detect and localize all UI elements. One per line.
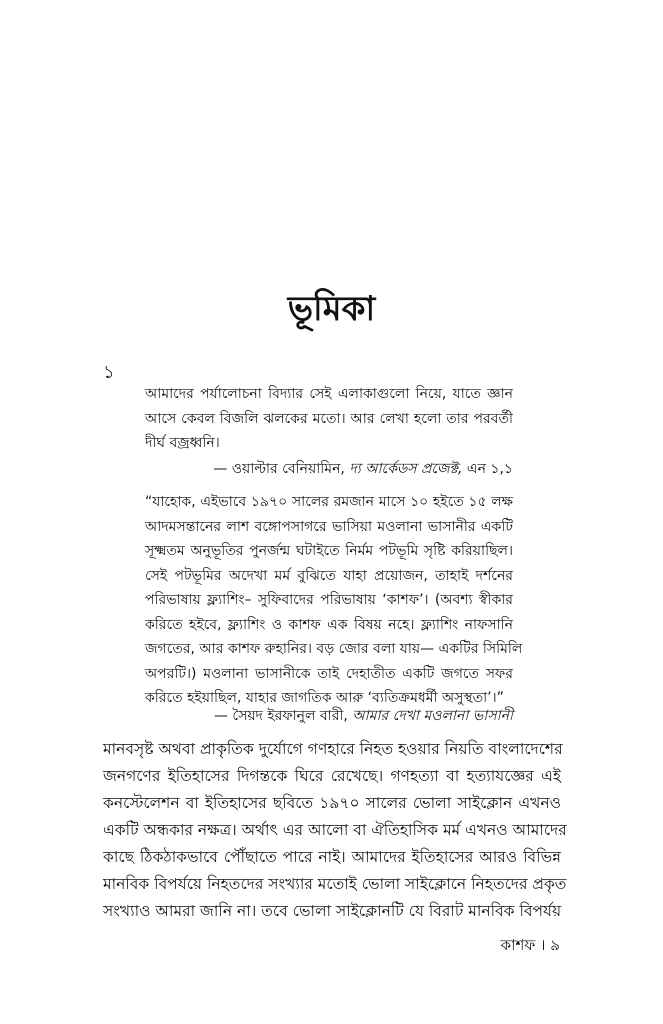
- body-line: জনগণের ইতিহাসের দিগন্তকে ঘিরে রেখেছে। গণহত্যা বা হত্যাযজ্ঞের এই: [103, 767, 561, 785]
- body-line: কাছে ঠিকঠাকভাবে পৌঁছাতে পারে নাই। আমাদের ইতিহাসের আরও বিভিন্ন: [103, 848, 561, 866]
- epigraph-line: সেই পটভূমির অদেখা মর্ম বুঝিতে যাহা প্রয়োজন, তাহাই দর্শনের: [145, 567, 513, 584]
- page-footer-folio: কাশফ । ৯: [500, 936, 560, 954]
- attribution-author: — ওয়াল্টার বেনিয়ামিন,: [213, 461, 345, 477]
- epigraph-line: জগতের, আর কাশফ রুহানির। বড় জোর বলা যায়— একটির সিমিলি: [145, 641, 523, 657]
- epigraph-line: আদমসন্তানের লাশ বঙ্গোপসাগরে ভাসিয়া মওলানা ভাসানীর একটি: [145, 518, 513, 535]
- epigraph-line: করিতে হইবে, ফ্ল্যাশিং ও কাশফ এক বিষয় নহে। ফ্ল্যাশিং নাফসানি: [145, 616, 513, 633]
- epigraph-attribution: [214, 704, 513, 728]
- epigraph-walter-benjamin: [145, 382, 513, 456]
- body-line: মানবিক বিপর্যয়ে নিহতদের সংখ্যার মতোই ভোলা সাইক্লোনে নিহতদের প্রকৃত: [103, 875, 567, 893]
- epigraph-line: অপরটি।) মওলানা ভাসানীকে তাই দেহাতীত একটি জগতে সফর: [145, 665, 513, 682]
- epigraph-line: সূক্ষ্মতম অনুভূতির পুনর্জন্ম ঘটাইতে নির্মম পটভূমি সৃষ্টি করিয়াছিল।: [145, 543, 513, 559]
- attribution-work: আমার দেখা মওলানা ভাসানী: [352, 708, 513, 724]
- epigraph-line: পরিভাষায় ফ্ল্যাশিং– সুফিবাদের পরিভাষায় ‘কাশফ’। (অবশ্য স্বীকার: [145, 592, 513, 608]
- body-paragraph: [103, 736, 567, 925]
- epigraph-line: “যাহোক, এইভাবে ১৯৭০ সালের রমজান মাসে ১০ হইতে ১৫ লক্ষ: [145, 494, 513, 510]
- attribution-author: — সৈয়দ ইরফানুল বারী,: [213, 708, 348, 724]
- body-line: কনস্টেলেশন বা ইতিহাসের ছবিতে ১৯৭০ সালের ভোলা সাইক্লোন এখনও: [103, 794, 561, 812]
- epigraph-irfanul-bari: [145, 490, 523, 711]
- body-line: মানবসৃষ্ট অথবা প্রাকৃতিক দুর্যোগে গণহারে নিহত হওয়ার নিয়তি বাংলাদেশের: [103, 740, 563, 758]
- epigraph-attribution: [213, 457, 513, 481]
- body-line: একটি অন্ধকার নক্ষত্র। অর্থাৎ এর আলো বা ঐতিহাসিক মর্ম এখনও আমাদের: [103, 821, 567, 839]
- epigraph-line: আসে কেবল বিজলি ঝলকের মতো। আর লেখা হলো তার পরবর্তী: [145, 410, 513, 427]
- chapter-title: ভূমিকা: [287, 289, 376, 329]
- epigraph-line: আমাদের পর্যালোচনা বিদ্যার সেই এলাকাগুলো নিয়ে, যাতে জ্ঞান: [145, 386, 513, 402]
- attribution-reference: এন ১,১: [466, 461, 513, 477]
- epigraph-line: করিতে হইয়াছিল, যাহার জাগতিক আরু ‘ব্যতিক্রমধর্মী অসুস্থতা’।”: [145, 690, 504, 706]
- epigraph-line: দীর্ঘ বজ্রধ্বনি।: [145, 435, 220, 451]
- section-number: ১: [103, 362, 115, 383]
- body-line: সংখ্যাও আমরা জানি না। তবে ভোলা সাইক্লোনটি যে বিরাট মানবিক বিপর্যয়: [103, 902, 562, 920]
- attribution-work: দ্য আর্কেডস প্রজেক্ট,: [349, 461, 463, 477]
